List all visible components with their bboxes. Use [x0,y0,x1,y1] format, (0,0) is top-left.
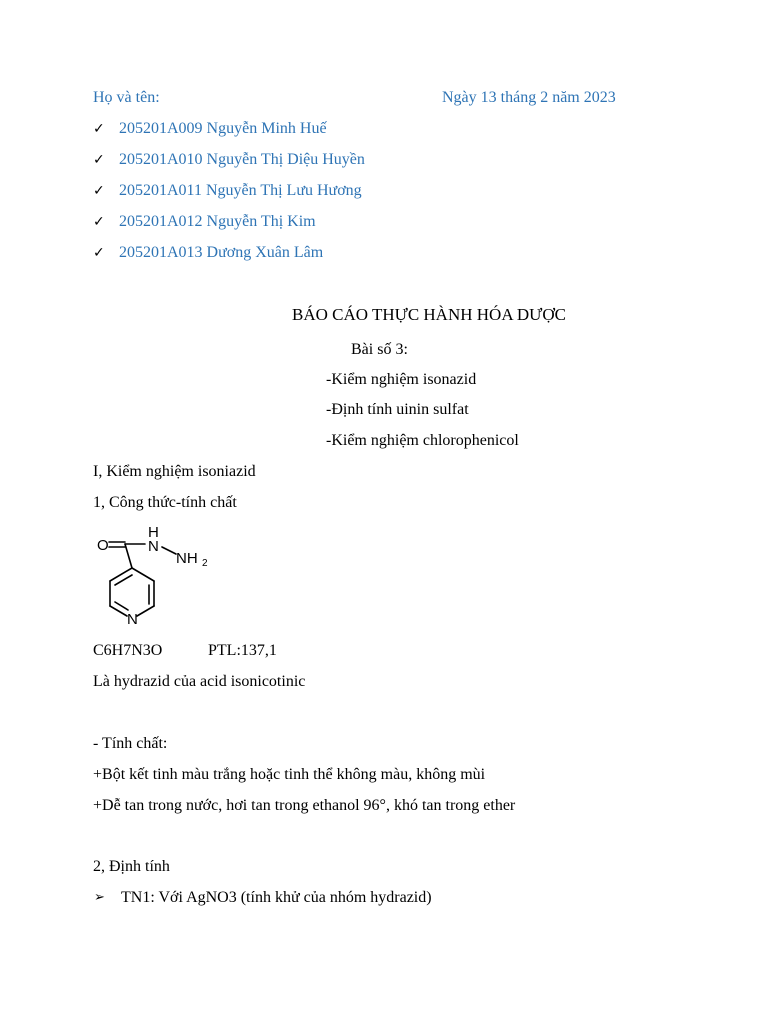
check-icon: ✓ [93,183,105,199]
property-item: +Dễ tan trong nước, hơi tan trong ethanol 96°, khó tan trong ether [93,797,516,814]
check-icon: ✓ [93,245,105,261]
topic-item: -Định tính uinin sulfat [326,401,469,418]
check-icon: ✓ [93,152,105,168]
lesson-number: Bài số 3: [351,341,408,358]
student-item: 205201A011 Nguyễn Thị Lưu Hương [119,182,362,199]
arrow-bullet-icon: ➢ [94,890,105,905]
student-item: 205201A009 Nguyễn Minh Huế [119,120,327,137]
name-label: Họ và tên: [93,89,160,106]
student-item: 205201A010 Nguyễn Thị Diệu Huyền [119,151,365,168]
isoniazid-structure-image [92,520,224,630]
molecular-weight: PTL:137,1 [208,642,277,659]
hydrogen-label: H [148,524,159,541]
oxygen-label: O [97,537,109,554]
nh2-label: NH [176,550,198,567]
description: Là hydrazid của acid isonicotinic [93,673,306,690]
subsection-heading: 2, Định tính [93,858,170,875]
check-icon: ✓ [93,214,105,230]
subsection-heading: 1, Công thức-tính chất [93,494,237,511]
nitrogen-label: N [148,538,159,555]
property-item: +Bột kết tinh màu trắng hoặc tinh thể không màu, không mùi [93,766,486,783]
topic-item: -Kiểm nghiệm chlorophenicol [326,432,519,449]
student-item: 205201A013 Dương Xuân Lâm [119,244,324,261]
topic-item: -Kiểm nghiệm isonazid [326,371,477,388]
report-date: Ngày 13 tháng 2 năm 2023 [442,89,616,106]
section-heading: I, Kiểm nghiệm isoniazid [93,463,256,480]
report-title: BÁO CÁO THỰC HÀNH HÓA DƯỢC [291,305,566,324]
nh2-subscript: 2 [202,558,208,569]
student-item: 205201A012 Nguyễn Thị Kim [119,213,316,230]
molecular-formula: C6H7N3O [93,642,163,659]
experiment-item: TN1: Với AgNO3 (tính khử của nhóm hydrazid) [121,889,432,906]
ring-nitrogen-label: N [127,611,138,628]
properties-heading: - Tính chất: [93,735,168,752]
check-icon: ✓ [93,121,105,137]
